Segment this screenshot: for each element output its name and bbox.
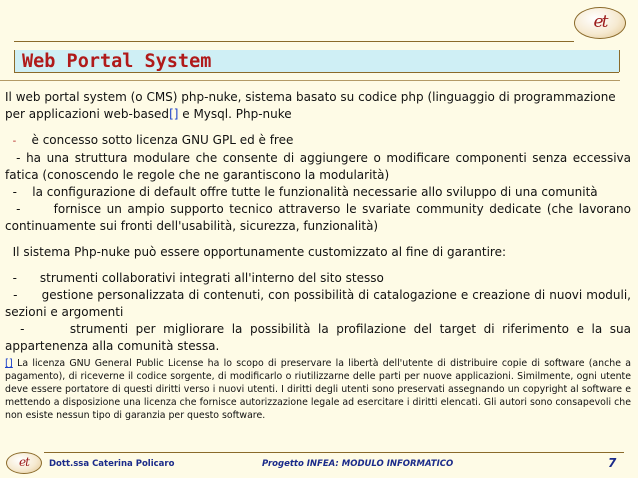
- page-number: 7: [608, 456, 617, 470]
- bullet-text: la configurazione di default offre tutte le funzionalità necessarie allo sviluppo di una comunità: [32, 185, 598, 199]
- customization-intro: Il sistema Php-nuke può essere opportunamente customizzato al fine di garantire:: [12, 245, 507, 259]
- bullet-dash: -: [12, 185, 17, 199]
- feature-text: gestione personalizzata di contenuti, con possibilità di catalogazione e creazione di nuovi moduli, sezioni e argomenti: [5, 288, 631, 319]
- footnote: [5, 357, 631, 422]
- feature-3: [5, 321, 631, 355]
- footnote-mark-link[interactable]: []: [5, 358, 13, 369]
- logo-top: et: [574, 7, 626, 39]
- bullet-dash: -: [16, 151, 21, 165]
- rule-top: [14, 41, 574, 42]
- feature-dash: -: [12, 271, 17, 285]
- footer-project: Progetto INFEA: MODULO INFORMATICO: [262, 459, 454, 469]
- intro-text-before: Il web portal system (o CMS) php-nuke, sistema basato su codice php (linguaggio di programmazione per applicazioni web-based: [5, 90, 616, 121]
- rule-title-shadow: [0, 80, 620, 81]
- feature-dash: -: [20, 322, 25, 336]
- rule-footer: [44, 452, 624, 453]
- bullet-dash: -: [12, 136, 17, 147]
- bullet-4: [5, 201, 631, 235]
- bullet-1: [5, 132, 631, 150]
- intro-paragraph: [5, 89, 631, 123]
- feature-dash: -: [13, 288, 18, 302]
- footnote-text: La licenza GNU General Public License ha lo scopo di preservare la libertà dell'utente di distribuire copie di software (anche a pagamento), di riceverne il codice sorgente, di modificarlo o riutilizzarne delle parti per nuove applicazioni. Similmente, ogni utente deve essere portatore di questi diritti verso i nuovi utenti. I diritti degli utenti sono preservati assegnando un copyright al software e mettendo a disposizione una licenza che fornisce autorizzazione legale ad esercitare i diritti elencati. Gli autori sono consapevoli che non esiste nessun tipo di garanzia per questo software.: [5, 358, 631, 421]
- rule-title-bottom: [14, 72, 619, 73]
- footer-author: Dott.ssa Caterina Policaro: [49, 459, 175, 469]
- bullet-3: [5, 184, 631, 201]
- bullet-2: [5, 150, 631, 184]
- bullet-text: ha una struttura modulare che consente di aggiungere o modificare componenti senza eccessiva fatica (conoscendo le regole che ne garantiscono la modularità): [5, 151, 631, 182]
- feature-1: [5, 270, 631, 287]
- feature-text: strumenti collaborativi integrati all'interno del sito stesso: [39, 271, 384, 285]
- intro-text-after: e Mysql. Php-nuke: [178, 107, 292, 121]
- footnote-ref-link[interactable]: []: [169, 107, 179, 121]
- slide-title: Web Portal System: [22, 51, 212, 72]
- bullet-dash: -: [16, 202, 21, 216]
- feature-2: [5, 287, 631, 321]
- feature-text: strumenti per migliorare la possibilità la profilazione del target di riferimento e la sua appartenenza alla comunità stessa.: [5, 322, 631, 353]
- logo-footer: et: [6, 452, 42, 474]
- bullet-text: è concesso sotto licenza GNU GPL ed è free: [31, 133, 294, 147]
- bullet-text: fornisce un ampio supporto tecnico attraverso le svariate community dedicate (che lavorano continuamente sui fronti dell'usabilità, sicurezza, funzionalità): [5, 202, 631, 233]
- slide-body: [5, 89, 631, 355]
